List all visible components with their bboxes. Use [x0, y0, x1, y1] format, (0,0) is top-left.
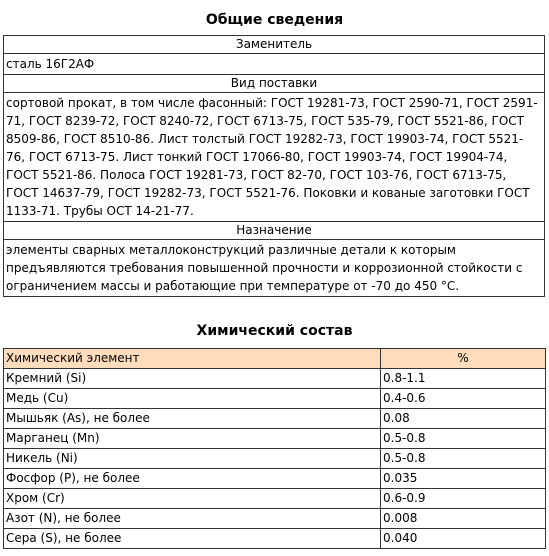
substitute-header: Заменитель	[4, 36, 545, 54]
element-name: Никель (Ni)	[4, 449, 381, 469]
substitute-header-row	[4, 36, 545, 54]
column-header-percent: %	[381, 349, 546, 369]
supply-type-header-row	[4, 75, 545, 93]
element-percent: 0.5-0.8	[381, 449, 546, 469]
chemical-composition-title: Химический состав	[196, 323, 353, 339]
element-name: Мышьяк (As), не более	[4, 409, 381, 429]
purpose-value: элементы сварных металлоконструкций различные детали к которым предъявляются требования повышенной прочности и коррозионной стойкости с ограничением массы и работающие при температуре от -70 до 450 °С.	[4, 240, 545, 297]
purpose-value-row	[4, 240, 545, 297]
element-name: Сера (S), не более	[4, 529, 381, 549]
element-percent: 0.8-1.1	[381, 369, 546, 389]
table-row	[4, 409, 546, 429]
element-name: Кремний (Si)	[4, 369, 381, 389]
chemical-composition-table	[3, 348, 546, 549]
table-row	[4, 529, 546, 549]
element-percent: 0.040	[381, 529, 546, 549]
table-row	[4, 449, 546, 469]
column-header-element: Химический элемент	[4, 349, 381, 369]
element-percent: 0.008	[381, 509, 546, 529]
table-header-row	[4, 349, 546, 369]
element-name: Фосфор (P), не более	[4, 469, 381, 489]
element-percent: 0.4-0.6	[381, 389, 546, 409]
substitute-value-row	[4, 54, 545, 75]
purpose-header-row	[4, 222, 545, 240]
element-name: Хром (Cr)	[4, 489, 381, 509]
element-percent: 0.08	[381, 409, 546, 429]
element-percent: 0.5-0.8	[381, 429, 546, 449]
element-percent: 0.6-0.9	[381, 489, 546, 509]
table-row	[4, 489, 546, 509]
element-name: Марганец (Mn)	[4, 429, 381, 449]
general-info-title: Общие сведения	[205, 12, 344, 28]
table-row	[4, 429, 546, 449]
substitute-value: сталь 16Г2АФ	[4, 54, 545, 75]
supply-type-header: Вид поставки	[4, 75, 545, 93]
element-percent: 0.035	[381, 469, 546, 489]
table-row	[4, 369, 546, 389]
table-row	[4, 469, 546, 489]
purpose-header: Назначение	[4, 222, 545, 240]
table-row	[4, 509, 546, 529]
supply-type-value-row	[4, 93, 545, 222]
element-name: Медь (Cu)	[4, 389, 381, 409]
general-info-table	[3, 35, 545, 297]
element-name: Азот (N), не более	[4, 509, 381, 529]
table-row	[4, 389, 546, 409]
supply-type-value: сортовой прокат, в том числе фасонный: ГОСТ 19281-73, ГОСТ 2590-71, ГОСТ 2591-71, ГОСТ 8239-72, ГОСТ 8240-72, ГОСТ 6713-75, ГОСТ 535-79, ГОСТ 5521-86, ГОСТ 8509-86, ГОСТ 8510-86. Лист толстый ГОСТ 19282-73, ГОСТ 19903-74, ГОСТ 5521-76, ГОСТ 6713-75. Лист тонкий ГОСТ 17066-80, ГОСТ 19903-74, ГОСТ 19904-74, ГОСТ 5521-86. Полоса ГОСТ 19281-73, ГОСТ 82-70, ГОСТ 103-76, ГОСТ 6713-75, ГОСТ 14637-79, ГОСТ 19282-73, ГОСТ 5521-76. Поковки и кованые заготовки ГОСТ 1133-71. Трубы ОСТ 14-21-77.	[4, 93, 545, 222]
